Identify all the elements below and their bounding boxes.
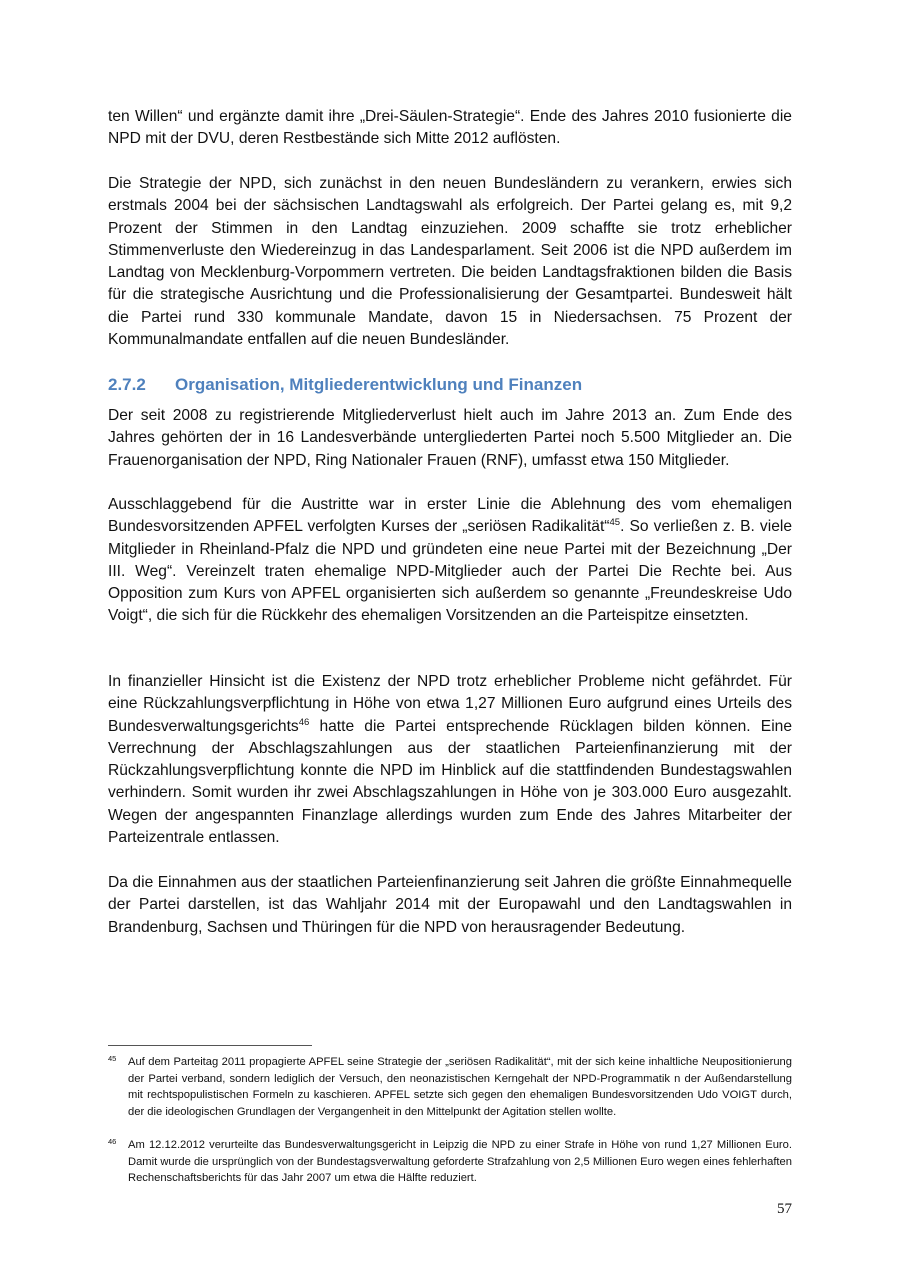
paragraph-party-merger: ten Willen“ und ergänzte damit ihre „Drei-Säulen-Strategie“. Ende des Jahres 2010 fusionierte die NPD mit der DVU, deren Restbestände sich Mitte 2012 auflösten. [108,108,792,148]
footnote-46 [108,1137,792,1187]
paragraph-resignations-part-1: Ausschlaggebend für die Austritte war in erster Linie die Ablehnung des vom ehemaligen Bundesvorsitzenden APFEL verfolgten Kurses der „seriösen Radikalität“ [108,496,792,536]
footnote-mark: 45 [108,1054,117,1063]
paragraph-strategy: Die Strategie der NPD, sich zunächst in den neuen Bundesländern zu verankern, erwies sich erstmals 2004 bei der sächsischen Landtagswahl als erfolgreich. Der Partei gelang es, mit 9,2 Prozent der Stimmen in den Landtag einzuziehen. 2009 schaffte sie trotz erheblicher Stimmenverluste den Wiedereinzug in das Landesparlament. Seit 2006 ist die NPD außerdem im Landtag von Mecklenburg-Vorpommern vertreten. Die beiden Landtagsfraktionen bilden die Basis für die strategische Ausrichtung und die Professionalisierung der Gesamtpartei. Bundesweit hält die Partei rund 330 kommunale Mandate, davon 15 in Niedersachsen. 75 Prozent der Kommunalmandate entfallen auf die neuen Bundesländer. [108,175,792,349]
section-number: 2.7.2 [108,375,146,394]
paragraph-election-year: Da die Einnahmen aus der staatlichen Parteienfinanzierung seit Jahren die größte Einnahmequelle der Partei darstellen, ist das Wahljahr 2014 mit der Europawahl und den Landtagswahlen in Brandenburg, Sachsen und Thüringen für die NPD von herausragender Bedeutung. [108,874,792,936]
paragraph-finances-part-2: hatte die Partei entsprechende Rücklagen bilden können. Eine Verrechnung der Abschlagszahlungen aus der staatlichen Parteienfinanzierung mit der Rückzahlungsverpflichtung konnte die NPD im Hinblick auf die stattfindenden Bundestagswahlen verhindern. Somit wurden ihr zwei Abschlagszahlungen in Höhe von je 303.000 Euro ausgezahlt. Wegen der angespannten Finanzlage allerdings wurden zum Ende des Jahres Mitarbeiter der Parteizentrale entlassen. [108,717,792,847]
footnote-ref-46[interactable]: 46 [298,716,310,728]
footnote-text: Auf dem Parteitag 2011 propagierte APFEL seine Strategie der „seriösen Radikalität“, mit der sich keine inhaltliche Neupositionierung der Partei verband, sondern lediglich der Versuch, den neonazistischen Kerngehalt der NPD-Programmatik n der Außendarstellung mit rechtspopulistischen Formeln zu kaschieren. APFEL setzte sich gegen den ehemaligen Bundesvorsitzenden Udo VOIGT durch, der die ideologischen Grundlagen der Vergangenheit in den Mittelpunkt der Agitation stellen wollte. [128,1056,792,1118]
section-heading [108,374,792,396]
paragraph-resignations-part-2: . So verließen z. B. viele Mitglieder in Rheinland-Pfalz die NPD und gründeten eine neue Partei mit der Bezeichnung „Der III. Weg“. Vereinzelt traten ehemalige NPD-Mitglieder auch der Partei Die Rechte bei. Aus Opposition zum Kurs von APFEL organisierten sich außerdem so genannte „Freundeskreise Udo Voigt“, die sich für die Rückkehr des ehemaligen Vorsitzenden an die Parteispitze einsetzten. [108,518,792,625]
paragraph-finances-part-1: In finanzieller Hinsicht ist die Existenz der NPD trotz erheblicher Probleme nicht gefährdet. Für eine Rückzahlungsverpflichtung in Höhe von etwa 1,27 Millionen Euro aufgrund eines Urteils des Bundesverwaltungsgerichts [108,673,792,735]
footnote-45 [108,1054,792,1120]
footnote-text: Am 12.12.2012 verurteilte das Bundesverwaltungsgericht in Leipzig die NPD zu einer Strafe in Höhe von rund 1,27 Millionen Euro. Damit wurde die ursprünglich von der Bundestagsverwaltung geforderte Strafzahlung von 2,5 Millionen Euro wegen eines fehlerhaften Rechenschaftsberichts für das Jahr 2007 um etwa die Hälfte reduziert. [128,1139,792,1185]
footnote-mark: 46 [108,1137,117,1146]
footnote-divider [108,1045,312,1046]
paragraph-membership: Der seit 2008 zu registrierende Mitgliederverlust hielt auch im Jahre 2013 an. Zum Ende des Jahres gehörten der in 16 Landesverbände untergliederten Partei noch 5.500 Mitglieder an. Die Frauenorganisation der NPD, Ring Nationaler Frauen (RNF), umfasst etwa 150 Mitglieder. [108,407,792,469]
footnote-ref-45[interactable]: 45 [609,517,621,529]
paragraph-finances [108,671,792,849]
paragraph-resignations [108,494,792,628]
section-title: Organisation, Mitgliederentwicklung und Finanzen [175,375,583,394]
page-number: 57 [777,1201,792,1217]
